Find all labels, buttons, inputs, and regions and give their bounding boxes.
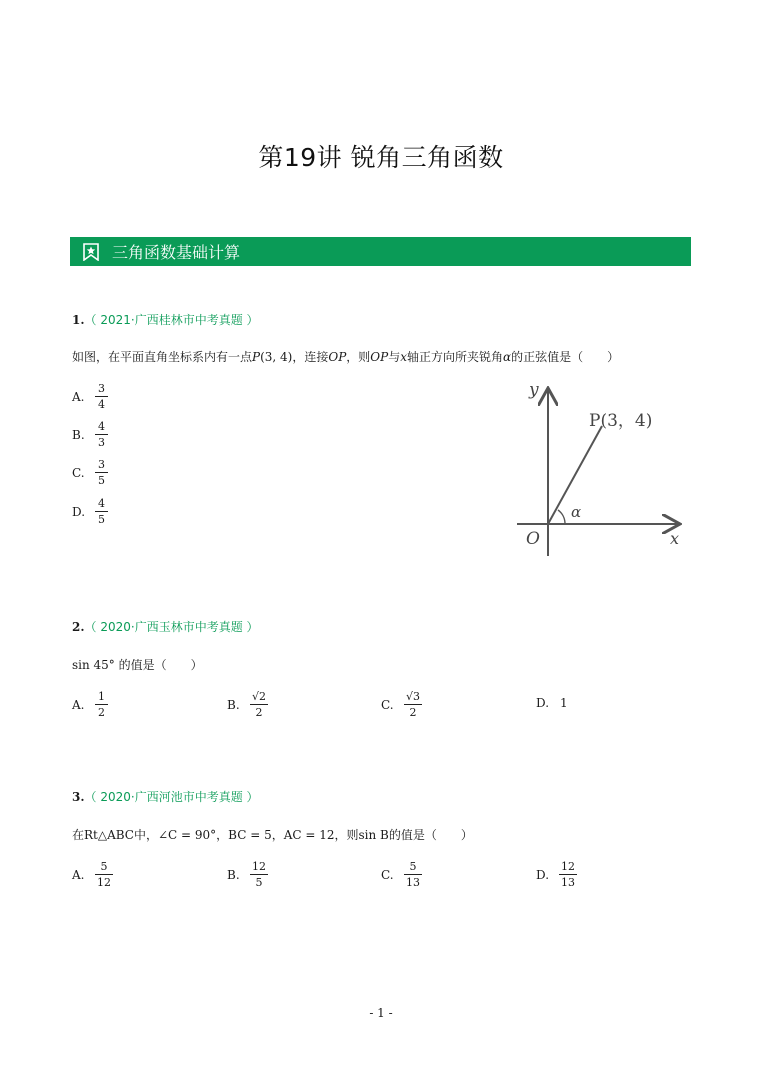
question-2-stem: sin 45° 的值是（ ） xyxy=(72,658,203,672)
option-fraction xyxy=(251,860,267,889)
section-banner xyxy=(70,237,691,266)
option-b[interactable] xyxy=(227,690,267,719)
question-number: 2. xyxy=(72,620,85,634)
question-number: 3. xyxy=(72,790,85,804)
option-fraction xyxy=(96,420,107,449)
option-letter: A. xyxy=(72,697,85,712)
y-label: y xyxy=(529,380,539,400)
denominator: 5 xyxy=(98,513,105,526)
option-d[interactable] xyxy=(72,497,107,526)
option-fraction xyxy=(96,382,107,411)
option-letter: A. xyxy=(72,389,85,404)
stem-text: ，则 xyxy=(346,350,371,364)
stem-var: P xyxy=(252,350,261,364)
option-d[interactable] xyxy=(536,860,576,889)
option-letter: B. xyxy=(227,697,240,712)
question-number: 1. xyxy=(72,313,85,327)
option-d[interactable] xyxy=(536,696,568,710)
page-title: 第19讲 锐角三角函数 xyxy=(258,143,504,172)
page-number: - 1 - xyxy=(369,1006,393,1020)
numerator: 1 xyxy=(98,690,105,703)
stem-var: α xyxy=(503,350,512,364)
option-letter: A. xyxy=(72,867,85,882)
option-letter: D. xyxy=(536,867,550,882)
numerator: √2 xyxy=(252,690,267,703)
x-label: x xyxy=(670,529,680,548)
option-b[interactable] xyxy=(72,420,107,449)
option-b[interactable] xyxy=(227,860,267,889)
stem-var: x xyxy=(400,350,408,364)
stem-text: 的正弦值是（ ） xyxy=(511,350,620,364)
option-c[interactable] xyxy=(72,458,107,487)
question-source: （ 2020·广西河池市中考真题 ） xyxy=(84,790,259,804)
denominator: 5 xyxy=(98,474,105,487)
question-1-header xyxy=(72,311,259,328)
denominator: 2 xyxy=(409,706,417,719)
option-fraction xyxy=(96,458,107,487)
option-fraction xyxy=(96,690,107,719)
numerator: 3 xyxy=(98,458,105,471)
option-fraction xyxy=(96,860,112,889)
option-fraction xyxy=(405,690,421,719)
option-a[interactable] xyxy=(72,860,112,889)
option-a[interactable] xyxy=(72,690,107,719)
denominator: 2 xyxy=(98,706,105,719)
angle-arc xyxy=(558,510,565,524)
denominator: 13 xyxy=(406,876,420,889)
point-label: P(3，4) xyxy=(589,411,653,431)
numerator: √3 xyxy=(406,690,421,703)
option-letter: D. xyxy=(536,696,550,710)
numerator: 5 xyxy=(409,860,417,873)
option-letter: C. xyxy=(381,867,394,882)
option-c[interactable] xyxy=(381,860,421,889)
numerator: 3 xyxy=(98,382,105,395)
stem-text: (3, 4)，连接 xyxy=(260,350,329,364)
option-value: 1 xyxy=(560,696,568,710)
option-fraction xyxy=(96,497,107,526)
option-letter: D. xyxy=(72,504,86,519)
stem-var: OP xyxy=(370,350,389,364)
denominator: 5 xyxy=(255,876,263,889)
denominator: 3 xyxy=(98,436,105,449)
denominator: 12 xyxy=(97,876,111,889)
question-3-stem: 在Rt△ABC中，∠C = 90°，BC = 5，AC = 12，则sin B的值是（ ） xyxy=(72,828,473,842)
coordinate-figure xyxy=(515,378,690,558)
denominator: 4 xyxy=(98,398,105,411)
numerator: 12 xyxy=(561,860,575,873)
question-3-header xyxy=(72,788,259,805)
option-a[interactable] xyxy=(72,382,107,411)
denominator: 2 xyxy=(255,706,263,719)
option-letter: C. xyxy=(381,697,394,712)
option-letter: B. xyxy=(72,427,85,442)
section-title: 三角函数基础计算 xyxy=(112,243,241,262)
option-fraction xyxy=(251,690,267,719)
question-1-stem xyxy=(72,348,619,365)
option-letter: C. xyxy=(72,465,85,480)
origin-label: O xyxy=(526,529,540,549)
angle-label: α xyxy=(571,503,582,521)
numerator: 4 xyxy=(98,497,105,510)
question-source: （ 2021·广西桂林市中考真题 ） xyxy=(84,313,259,327)
stem-text: 与 xyxy=(388,350,401,364)
denominator: 13 xyxy=(561,876,575,889)
numerator: 12 xyxy=(252,860,266,873)
numerator: 4 xyxy=(98,420,105,433)
option-letter: B. xyxy=(227,867,240,882)
option-c[interactable] xyxy=(381,690,421,719)
stem-var: OP xyxy=(328,350,347,364)
question-source: （ 2020·广西玉林市中考真题 ） xyxy=(84,620,259,634)
option-fraction xyxy=(560,860,576,889)
stem-text: 如图，在平面直角坐标系内有一点 xyxy=(72,350,253,364)
option-fraction xyxy=(405,860,421,889)
bookmark-star-icon xyxy=(82,243,100,261)
stem-text: 轴正方向所夹锐角 xyxy=(407,350,504,364)
question-2-header xyxy=(72,618,259,635)
numerator: 5 xyxy=(100,860,108,873)
